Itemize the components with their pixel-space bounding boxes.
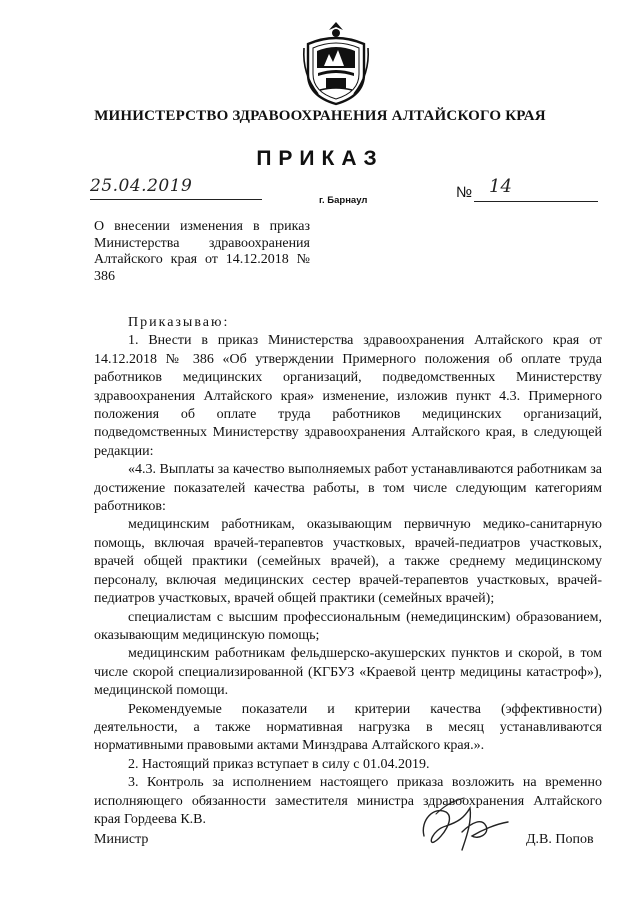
order-subject: О внесении изменения в приказ Министерства здравоохранения Алтайского края от 14.12.2018 № 386 <box>94 219 310 284</box>
number-sign: № <box>456 184 473 201</box>
handwritten-date: 25.04.2019 <box>90 176 193 196</box>
date-underline <box>90 199 262 200</box>
order-paragraph: 1. Внести в приказ Министерства здравоохранения Алтайского края от 14.12.2018 № 386 «Об утверждении Примерного положения об оплате труда работников медицинских организаций, подведомственных Министерству здравоохранения Алтайского края» изменение, изложив пункт 4.3. Примерного положения об оплате труда работников медицинских организаций, подведомственных Министерству здравоохранения Алтайского края, в следующей редакции: <box>94 333 602 459</box>
order-heading: Приказываю: <box>128 315 230 330</box>
order-paragraph: Рекомендуемые показатели и критерии качества (эффективности) деятельности, а также нормативная нагрузка в месяц устанавливаются нормативными правовыми актами Минздрава Алтайского края.». <box>94 701 602 754</box>
document-type-title: ПРИКАЗ <box>256 147 384 170</box>
coat-of-arms-emblem <box>300 18 372 108</box>
city-label: г. Барнаул <box>319 195 368 206</box>
order-paragraph: 2. Настоящий приказ вступает в силу с 01.04.2019. <box>128 756 430 772</box>
signer-name: Д.В. Попов <box>526 832 594 847</box>
order-body <box>94 314 602 829</box>
order-paragraph: медицинским работникам, оказывающим первичную медико-санитарную помощь, включая врачей-терапевтов участковых, врачей-педиатров участковых, врачей общей практики (семейных врачей), а также среднему медицинскому персоналу, включая медицинских сестер врачей-терапевтов участковых, врачей-педиатров участковых, врачей общей практики (семейных врачей); <box>94 517 602 607</box>
ministry-name: МИНИСТЕРСТВО ЗДРАВООХРАНЕНИЯ АЛТАЙСКОГО КРАЯ <box>94 108 546 124</box>
order-paragraph: медицинским работникам фельдшерско-акушерских пунктов и скорой, в том числе скорой специализированной (КГБУЗ «Краевой центр медицины катастроф»), медицинской помощи. <box>94 646 602 699</box>
order-paragraph: специалистам с высшим профессиональным (немедицинским) образованием, оказывающим медицинскую помощь; <box>94 609 602 643</box>
order-paragraph: «4.3. Выплаты за качество выполняемых работ устанавливаются работникам за достижение показателей качества работы, в том числе следующим категориям работников: <box>94 462 602 515</box>
minister-position: Министр <box>94 832 149 847</box>
handwritten-signature <box>412 792 512 858</box>
number-underline <box>474 201 598 202</box>
order-paragraph: 3. Контроль за исполнением настоящего приказа возложить на временно исполняющего обязанности заместителя министра здравоохранения Алтайского края Гордеева К.В. <box>94 775 602 827</box>
handwritten-number: 14 <box>489 176 512 197</box>
